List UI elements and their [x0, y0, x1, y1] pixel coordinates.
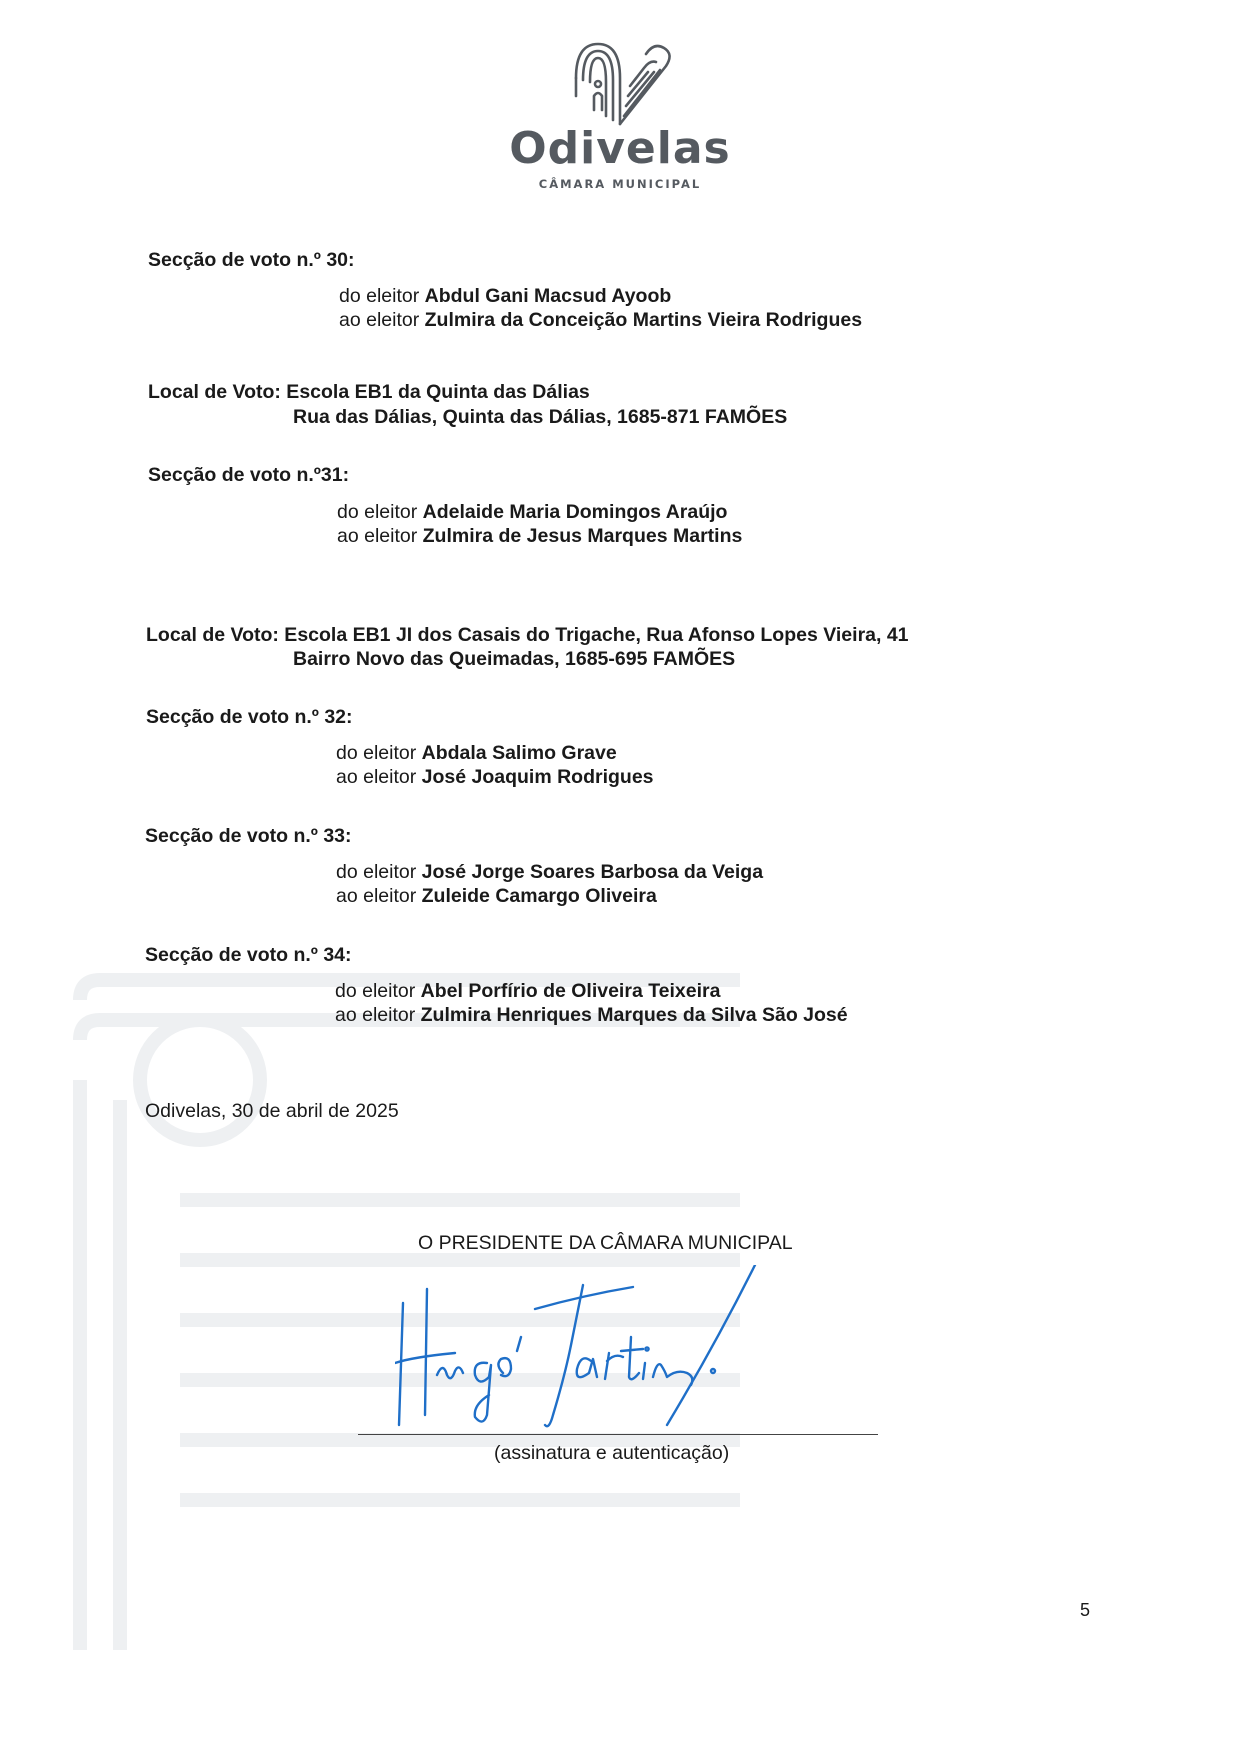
odivelas-logo-icon — [568, 36, 678, 132]
handwritten-signature — [395, 1265, 795, 1445]
voter-prefix: ao eleitor — [336, 885, 417, 907]
section-label: Secção de voto n.º 32: — [146, 706, 353, 728]
voter-from-line — [336, 860, 763, 884]
voter-name: Zulmira de Jesus Marques Martins — [422, 525, 743, 547]
logo-subtitle: CÂMARA MUNICIPAL — [538, 177, 702, 191]
voter-name: Adelaide Maria Domingos Araújo — [422, 501, 728, 523]
section-label: Secção de voto n.º31: — [148, 464, 350, 486]
logo-name: Odivelas — [509, 123, 731, 174]
voter-to-line — [335, 1003, 848, 1027]
voter-from-line — [335, 979, 720, 1003]
voter-name: José Joaquim Rodrigues — [421, 766, 654, 788]
voter-from-line — [339, 284, 671, 308]
voter-to-line — [336, 884, 657, 908]
voter-prefix: ao eleitor — [339, 309, 420, 331]
voter-prefix: do eleitor — [336, 742, 417, 764]
section-label: Secção de voto n.º 33: — [145, 825, 352, 847]
voter-name: Abdul Gani Macsud Ayoob — [424, 285, 672, 307]
voter-from-line — [337, 500, 727, 524]
voter-to-line — [339, 308, 862, 332]
president-title: O PRESIDENTE DA CÂMARA MUNICIPAL — [418, 1232, 793, 1254]
voter-prefix: do eleitor — [335, 980, 416, 1002]
voter-prefix: ao eleitor — [337, 525, 418, 547]
voter-name: José Jorge Soares Barbosa da Veiga — [421, 861, 764, 883]
section-label: Secção de voto n.º 34: — [145, 944, 352, 966]
voter-from-line — [336, 741, 617, 765]
signature-caption: (assinatura e autenticação) — [494, 1442, 730, 1464]
voter-prefix: do eleitor — [336, 861, 417, 883]
voter-prefix: do eleitor — [337, 501, 418, 523]
page-number: 5 — [1080, 1600, 1091, 1620]
voter-name: Zuleide Camargo Oliveira — [421, 885, 657, 907]
signature-line — [358, 1434, 878, 1435]
date-line: Odivelas, 30 de abril de 2025 — [145, 1100, 399, 1122]
location-line-2: Bairro Novo das Queimadas, 1685-695 FAMÕES — [293, 648, 736, 670]
location-line-2: Rua das Dálias, Quinta das Dálias, 1685-871 FAMÕES — [293, 406, 788, 428]
voter-to-line — [336, 765, 654, 789]
voter-name: Zulmira Henriques Marques da Silva São José — [420, 1004, 848, 1026]
voter-prefix: ao eleitor — [336, 766, 417, 788]
location-line-1: Local de Voto: Escola EB1 JI dos Casais do Trigache, Rua Afonso Lopes Vieira, 41 — [146, 624, 909, 646]
voter-prefix: ao eleitor — [335, 1004, 416, 1026]
section-label: Secção de voto n.º 30: — [148, 249, 355, 271]
voter-name: Zulmira da Conceição Martins Vieira Rodrigues — [424, 309, 863, 331]
voter-to-line — [337, 524, 742, 548]
voter-name: Abel Porfírio de Oliveira Teixeira — [420, 980, 721, 1002]
voter-prefix: do eleitor — [339, 285, 420, 307]
location-line-1: Local de Voto: Escola EB1 da Quinta das Dálias — [148, 381, 590, 403]
voter-name: Abdala Salimo Grave — [421, 742, 617, 764]
